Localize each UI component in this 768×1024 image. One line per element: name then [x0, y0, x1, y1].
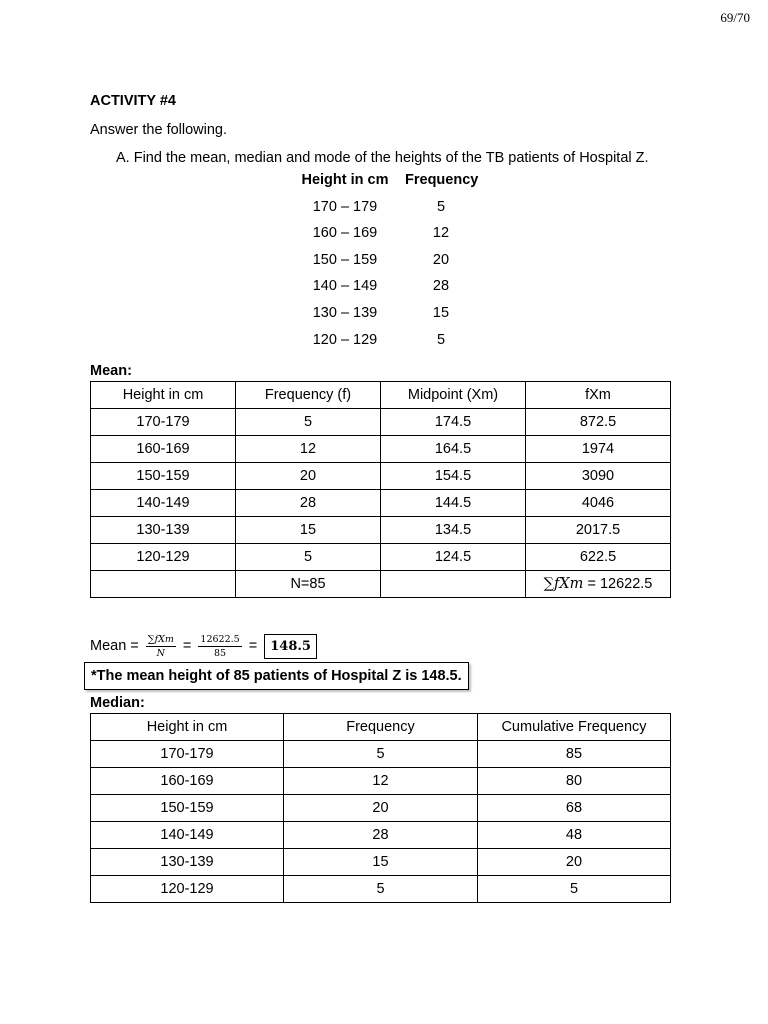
empty-cell [91, 571, 236, 598]
equals-sign: = [178, 638, 196, 654]
activity-title: ACTIVITY #4 [90, 93, 176, 109]
table-row [91, 876, 671, 903]
frequency-cell: 28 [432, 278, 450, 295]
table-row [91, 409, 671, 436]
fraction-denominator: 𝑁 [156, 647, 165, 659]
sum-fxm-value: = 12622.5 [583, 576, 653, 592]
median-table-header [91, 714, 671, 741]
equals-sign: = [244, 638, 262, 654]
height-cell: 150 – 159 [312, 251, 378, 268]
table-row [91, 544, 671, 571]
table-row [91, 849, 671, 876]
instruction-text: Answer the following. [90, 122, 228, 138]
cell: 164.5 [381, 436, 526, 463]
frequency-cell: 12 [432, 225, 450, 242]
cell: 3090 [526, 463, 671, 490]
height-cell: 170 – 179 [312, 198, 378, 215]
totals-row [91, 571, 671, 598]
header-fxm: fXm [526, 382, 671, 409]
frequency-cell: 5 [436, 331, 446, 348]
cell: 12 [236, 436, 381, 463]
cell: 140-149 [91, 490, 236, 517]
value-fraction [198, 634, 241, 659]
cell: 130-139 [91, 849, 284, 876]
fraction-denominator: 85 [214, 647, 227, 659]
cell: 48 [478, 822, 671, 849]
total-fxm [526, 571, 671, 598]
cell: 622.5 [526, 544, 671, 571]
cell: 134.5 [381, 517, 526, 544]
cell: 20 [284, 795, 478, 822]
cell: 20 [236, 463, 381, 490]
median-table [90, 713, 671, 903]
cell: 120-129 [91, 876, 284, 903]
table-row [91, 436, 671, 463]
cell: 5 [284, 741, 478, 768]
cell: 174.5 [381, 409, 526, 436]
mean-formula [90, 630, 317, 662]
height-cell: 140 – 149 [312, 278, 378, 295]
total-n: N=85 [236, 571, 381, 598]
mean-table [90, 381, 671, 598]
cell: 1974 [526, 436, 671, 463]
cell: 170-179 [91, 741, 284, 768]
cell: 2017.5 [526, 517, 671, 544]
cell: 12 [284, 768, 478, 795]
cell: 20 [478, 849, 671, 876]
median-heading: Median: [90, 695, 145, 711]
table-row [91, 822, 671, 849]
height-cell: 130 – 139 [312, 304, 378, 321]
frequency-cell: 15 [432, 304, 450, 321]
cell: 124.5 [381, 544, 526, 571]
cell: 28 [284, 822, 478, 849]
page-number: 69/70 [720, 10, 750, 25]
sum-over-n-fraction [146, 634, 176, 659]
cell: 130-139 [91, 517, 236, 544]
empty-cell [381, 571, 526, 598]
table-row [91, 795, 671, 822]
cell: 5 [284, 876, 478, 903]
fraction-numerator: ∑𝑓𝑋𝑚 [147, 633, 174, 645]
cell: 85 [478, 741, 671, 768]
sum-fxm-symbol: ∑𝑓𝑋𝑚 [543, 576, 584, 592]
table-row [91, 463, 671, 490]
cell: 140-149 [91, 822, 284, 849]
header-height: Height in cm [91, 382, 236, 409]
cell: 15 [284, 849, 478, 876]
cell: 160-169 [91, 768, 284, 795]
cell: 150-159 [91, 795, 284, 822]
cell: 15 [236, 517, 381, 544]
cell: 144.5 [381, 490, 526, 517]
mean-heading: Mean: [90, 363, 132, 379]
header-midpoint: Midpoint (Xm) [381, 382, 526, 409]
cell: 68 [478, 795, 671, 822]
cell: 4046 [526, 490, 671, 517]
mean-label: Mean = [90, 638, 143, 654]
cell: 170-179 [91, 409, 236, 436]
table-row [91, 517, 671, 544]
frequency-cell: 20 [432, 251, 450, 268]
header-height: Height in cm [91, 714, 284, 741]
fraction-numerator: 12622.5 [200, 633, 240, 645]
question-a: A. Find the mean, median and mode of the heights of the TB patients of Hospital Z. [116, 150, 649, 166]
cell: 28 [236, 490, 381, 517]
cell: 120-129 [91, 544, 236, 571]
mean-table-header [91, 382, 671, 409]
header-frequency: Frequency [405, 172, 479, 188]
cell: 5 [478, 876, 671, 903]
cell: 872.5 [526, 409, 671, 436]
height-cell: 160 – 169 [312, 225, 378, 242]
cell: 150-159 [91, 463, 236, 490]
header-frequency: Frequency (f) [236, 382, 381, 409]
cell: 160-169 [91, 436, 236, 463]
header-cumulative-frequency: Cumulative Frequency [478, 714, 671, 741]
table-row [91, 490, 671, 517]
mean-conclusion: *The mean height of 85 patients of Hospital Z is 148.5. [84, 662, 469, 690]
header-height: Height in cm [301, 172, 389, 188]
cell: 80 [478, 768, 671, 795]
cell: 5 [236, 409, 381, 436]
cell: 154.5 [381, 463, 526, 490]
table-row [91, 768, 671, 795]
cell: 5 [236, 544, 381, 571]
mean-result-box: 148.5 [264, 634, 317, 659]
frequency-cell: 5 [436, 198, 446, 215]
header-frequency: Frequency [284, 714, 478, 741]
table-row [91, 741, 671, 768]
height-cell: 120 – 129 [312, 331, 378, 348]
